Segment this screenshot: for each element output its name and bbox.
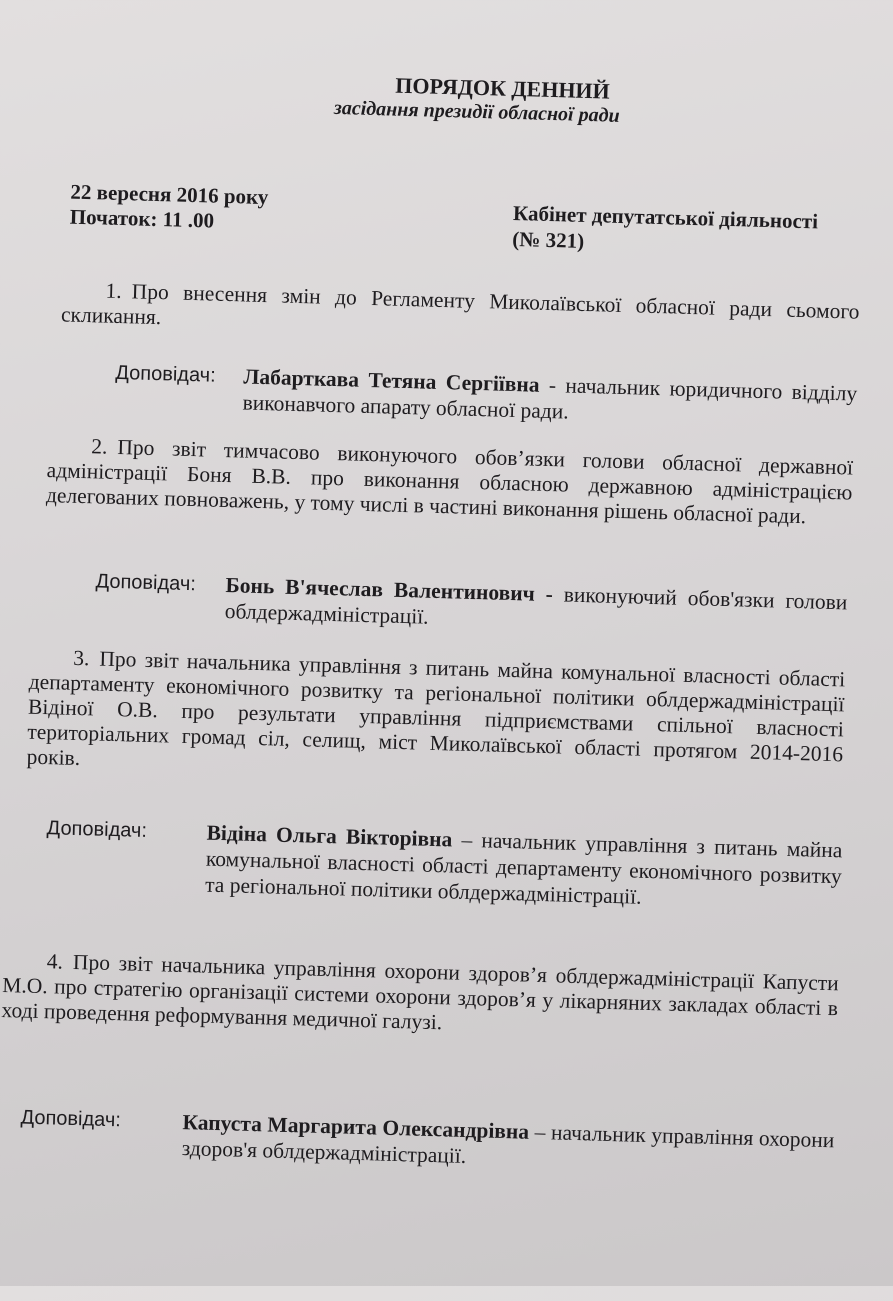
speaker-role: – начальник управління з питань майна комунальної власності області департаменту економічного розвитку та регіональної політики облдержадміністрації. bbox=[204, 827, 843, 909]
agenda-item-number: 1. bbox=[105, 278, 123, 304]
speaker-info bbox=[205, 820, 843, 916]
speaker-block-3 bbox=[45, 815, 843, 915]
agenda-item-text: Про звіт начальника управління з питань майна комунальної власності області департаменту економічного розвитку та регіональної політики облдержадміністрації Відіної О.В. про результати управління підприємствами спільної власності територіальних громад сіл, селищ, міст Миколаївської області протягом 2014-2016 років. bbox=[26, 646, 846, 771]
agenda-item-2 bbox=[46, 433, 854, 530]
agenda-item-3 bbox=[26, 645, 845, 793]
speaker-role: виконуючий обов'язки голови облдержадміністрації. bbox=[224, 582, 848, 629]
speaker-label: Доповідач: bbox=[46, 817, 148, 842]
agenda-item-number: 4. bbox=[46, 949, 64, 974]
speaker-name: Лабарткава Тетяна Сергіївна bbox=[243, 364, 540, 397]
speaker-info bbox=[242, 363, 857, 432]
speaker-block-2 bbox=[95, 568, 848, 641]
speaker-info bbox=[224, 572, 847, 641]
speaker-info bbox=[181, 1109, 834, 1179]
agenda-item-number: 3. bbox=[73, 645, 90, 671]
agenda-item-text: Про звіт тимчасово виконуючого обов’язки голови обласної державної адміністрації Боня В.В. про виконання обласною державною адміністрацією делегованих повноважень, у тому числі в частині виконання рішень обласної ради. bbox=[45, 434, 854, 529]
meeting-start-time: Початок: 11 .00 bbox=[69, 204, 215, 233]
agenda-item-text: Про внесення змін до Регламенту Миколаївської обласної ради сьомого скликання. bbox=[60, 279, 860, 330]
speaker-name: Відіна Ольга Вікторівна bbox=[206, 820, 453, 852]
agenda-item-1 bbox=[61, 277, 860, 349]
meeting-date: 22 вересня 2016 року bbox=[70, 179, 269, 210]
speaker-label: Доповідач: bbox=[115, 361, 216, 387]
speaker-name: Капуста Маргарита Олександрівна bbox=[182, 1110, 530, 1144]
agenda-item-4 bbox=[1, 948, 839, 1046]
speaker-label: Доповідач: bbox=[20, 1106, 122, 1132]
speaker-role: - начальник юридичного відділу виконавчого апарату обласної ради. bbox=[242, 372, 858, 424]
document-title: ПОРЯДОК ДЕННИЙ bbox=[395, 72, 611, 104]
speaker-name: Бонь В'ячеслав Валентинович - bbox=[225, 573, 554, 607]
speaker-label: Доповідач: bbox=[95, 570, 197, 596]
document-subtitle: засідання президії обласної ради bbox=[333, 96, 620, 127]
speaker-block-1 bbox=[114, 360, 857, 433]
meeting-location bbox=[512, 200, 818, 260]
agenda-item-text: Про звіт начальника управління охорони здоров’я облдержадміністрації Капусти М.О. про стратегію організації системи охорони здоров’я у лікарняних закладах області в ході проведення реформування медичної галузі. bbox=[1, 949, 840, 1035]
speaker-role: – начальник управління охорони здоров'я облдержадміністрації. bbox=[181, 1119, 835, 1168]
location-room: Кабінет депутатської діяльності bbox=[512, 200, 819, 234]
speaker-block-4 bbox=[20, 1105, 835, 1180]
meeting-date-time bbox=[69, 180, 268, 236]
location-number: (№ 321) bbox=[512, 226, 585, 253]
agenda-item-number: 2. bbox=[90, 434, 108, 459]
